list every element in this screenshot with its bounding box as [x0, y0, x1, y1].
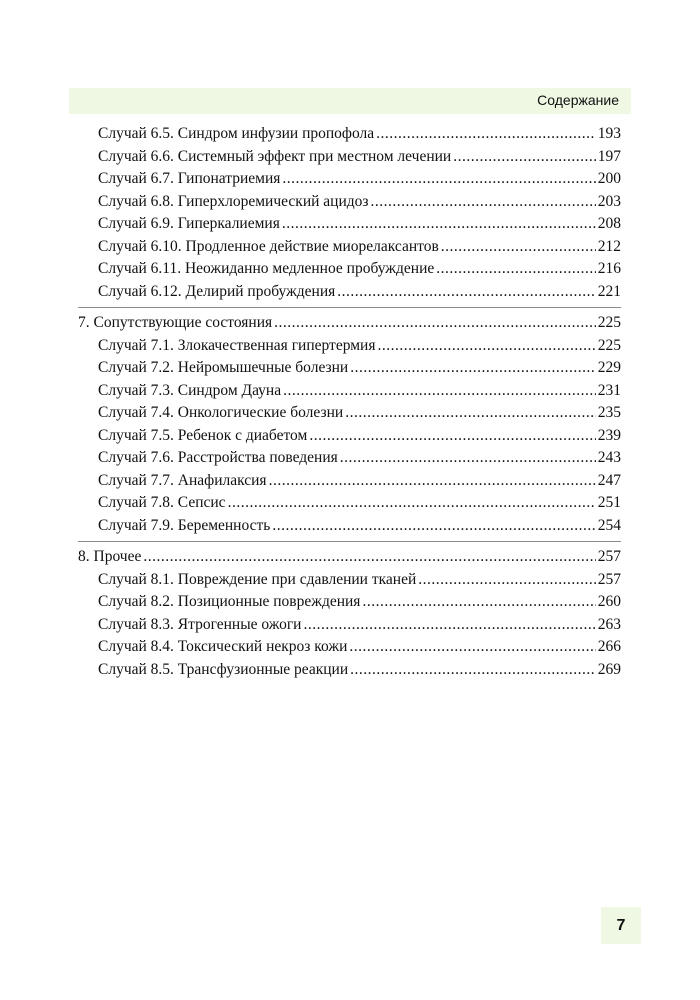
- toc-entry-title: Случай 6.10. Продленное действие миорелаксантов: [98, 237, 439, 255]
- toc-entry-title: Случай 6.11. Неожиданно медленное пробуждение: [98, 260, 435, 277]
- toc-entry-title: Случай 8.2. Позиционные повреждения: [98, 593, 361, 610]
- toc-case-entry[interactable]: [78, 447, 621, 470]
- dot-leader: [303, 614, 595, 637]
- dot-leader: [274, 312, 596, 335]
- toc-entry-page-number: 225: [597, 314, 621, 331]
- dot-leader: [453, 146, 596, 169]
- toc-chapter-entry[interactable]: [78, 546, 621, 569]
- toc-case-entry[interactable]: [78, 191, 621, 214]
- dot-leader: [418, 569, 595, 592]
- toc-entry-page-number: 203: [597, 192, 621, 210]
- dot-leader: [345, 402, 596, 425]
- table-of-contents: [78, 123, 621, 681]
- toc-entry-title: Случай 6.7. Гипонатриемия: [98, 170, 281, 187]
- toc-entry-page-number: 257: [597, 548, 621, 565]
- toc-case-entry[interactable]: [78, 236, 621, 259]
- running-header-title: Содержание: [537, 92, 619, 108]
- toc-entry-page-number: 200: [597, 170, 621, 187]
- dot-leader: [143, 546, 595, 569]
- toc-entry-page-number: 221: [597, 282, 621, 300]
- dot-leader: [269, 470, 596, 493]
- dot-leader: [272, 515, 595, 538]
- toc-entry-page-number: 231: [597, 381, 621, 399]
- toc-entry-page-number: 212: [597, 237, 621, 255]
- toc-entry-page-number: 243: [597, 449, 621, 466]
- dot-leader: [362, 591, 595, 614]
- toc-entry-title: Случай 7.4. Онкологические болезни: [98, 404, 344, 421]
- toc-case-entry[interactable]: [78, 335, 621, 358]
- dot-leader: [228, 492, 596, 515]
- toc-case-entry[interactable]: [78, 380, 621, 403]
- toc-entry-title: Случай 8.3. Ятрогенные ожоги: [98, 615, 302, 633]
- dot-leader: [283, 380, 596, 403]
- dot-leader: [282, 168, 595, 191]
- toc-entry-page-number: 263: [597, 615, 621, 633]
- toc-case-entry[interactable]: [78, 213, 621, 236]
- toc-case-entry[interactable]: [78, 470, 621, 493]
- toc-case-entry[interactable]: [78, 515, 621, 538]
- toc-entry-page-number: 193: [597, 125, 621, 142]
- toc-entry-page-number: 266: [597, 638, 621, 655]
- dot-leader: [436, 258, 596, 281]
- dot-leader: [282, 213, 596, 236]
- toc-case-entry[interactable]: [78, 146, 621, 169]
- toc-chapter-entry[interactable]: [78, 312, 621, 335]
- toc-entry-title: 7. Сопутствующие состояния: [78, 314, 273, 331]
- toc-entry-title: Случай 6.6. Системный эффект при местном лечении: [98, 147, 452, 165]
- dot-leader: [337, 281, 595, 304]
- running-header: [69, 88, 631, 114]
- dot-leader: [350, 659, 596, 682]
- toc-entry-page-number: 269: [597, 660, 621, 678]
- toc-case-entry[interactable]: [78, 168, 621, 191]
- toc-entry-page-number: 229: [597, 359, 621, 376]
- toc-entry-title: Случай 6.12. Делирий пробуждения: [98, 282, 336, 300]
- dot-leader: [377, 335, 595, 358]
- dot-leader: [371, 191, 596, 214]
- toc-entry-page-number: 260: [597, 593, 621, 610]
- section-divider: [78, 307, 621, 308]
- toc-entry-page-number: 247: [597, 471, 621, 489]
- toc-entry-title: Случай 7.9. Беременность: [98, 516, 271, 534]
- toc-entry-title: Случай 8.4. Токсический некроз кожи: [98, 638, 348, 655]
- section-divider: [78, 541, 621, 542]
- dot-leader: [340, 447, 596, 470]
- toc-entry-title: Случай 8.5. Трансфузионные реакции: [98, 660, 349, 678]
- toc-entry-title: Случай 8.1. Повреждение при сдавлении тканей: [98, 570, 417, 588]
- dot-leader: [309, 425, 595, 448]
- toc-case-entry[interactable]: [78, 281, 621, 304]
- toc-entry-page-number: 251: [597, 494, 621, 511]
- toc-entry-page-number: 208: [597, 215, 621, 232]
- toc-entry-title: Случай 7.3. Синдром Дауна: [98, 381, 282, 399]
- toc-entry-page-number: 197: [597, 147, 621, 165]
- toc-case-entry[interactable]: [78, 492, 621, 515]
- toc-entry-page-number: 257: [597, 570, 621, 588]
- page-number: 7: [601, 907, 641, 944]
- toc-entry-title: Случай 6.5. Синдром инфузии пропофола: [98, 125, 375, 142]
- toc-entry-title: Случай 7.1. Злокачественная гипертермия: [98, 336, 376, 354]
- toc-case-entry[interactable]: [78, 258, 621, 281]
- toc-case-entry[interactable]: [78, 357, 621, 380]
- dot-leader: [349, 636, 595, 659]
- toc-case-entry[interactable]: [78, 425, 621, 448]
- toc-case-entry[interactable]: [78, 402, 621, 425]
- toc-case-entry[interactable]: [78, 123, 621, 146]
- dot-leader: [350, 357, 596, 380]
- toc-entry-title: Случай 6.8. Гиперхлоремический ацидоз: [98, 192, 369, 210]
- toc-entry-page-number: 225: [597, 336, 621, 354]
- toc-case-entry[interactable]: [78, 614, 621, 637]
- toc-entry-page-number: 216: [597, 260, 621, 277]
- toc-case-entry[interactable]: [78, 591, 621, 614]
- toc-case-entry[interactable]: [78, 659, 621, 682]
- toc-entry-title: Случай 7.5. Ребенок с диабетом: [98, 426, 308, 444]
- toc-entry-title: Случай 7.2. Нейромышечные болезни: [98, 359, 349, 376]
- toc-entry-title: Случай 7.8. Сепсис: [98, 494, 226, 511]
- toc-entry-title: Случай 6.9. Гиперкалиемия: [98, 215, 280, 232]
- dot-leader: [441, 236, 596, 259]
- toc-case-entry[interactable]: [78, 636, 621, 659]
- toc-entry-page-number: 235: [597, 404, 621, 421]
- toc-entry-title: Случай 7.7. Анафилаксия: [98, 471, 267, 489]
- toc-case-entry[interactable]: [78, 569, 621, 592]
- toc-entry-page-number: 239: [597, 426, 621, 444]
- toc-entry-title: Случай 7.6. Расстройства поведения: [98, 449, 338, 466]
- toc-entry-title: 8. Прочее: [78, 548, 142, 565]
- toc-entry-page-number: 254: [597, 516, 621, 534]
- dot-leader: [376, 123, 596, 146]
